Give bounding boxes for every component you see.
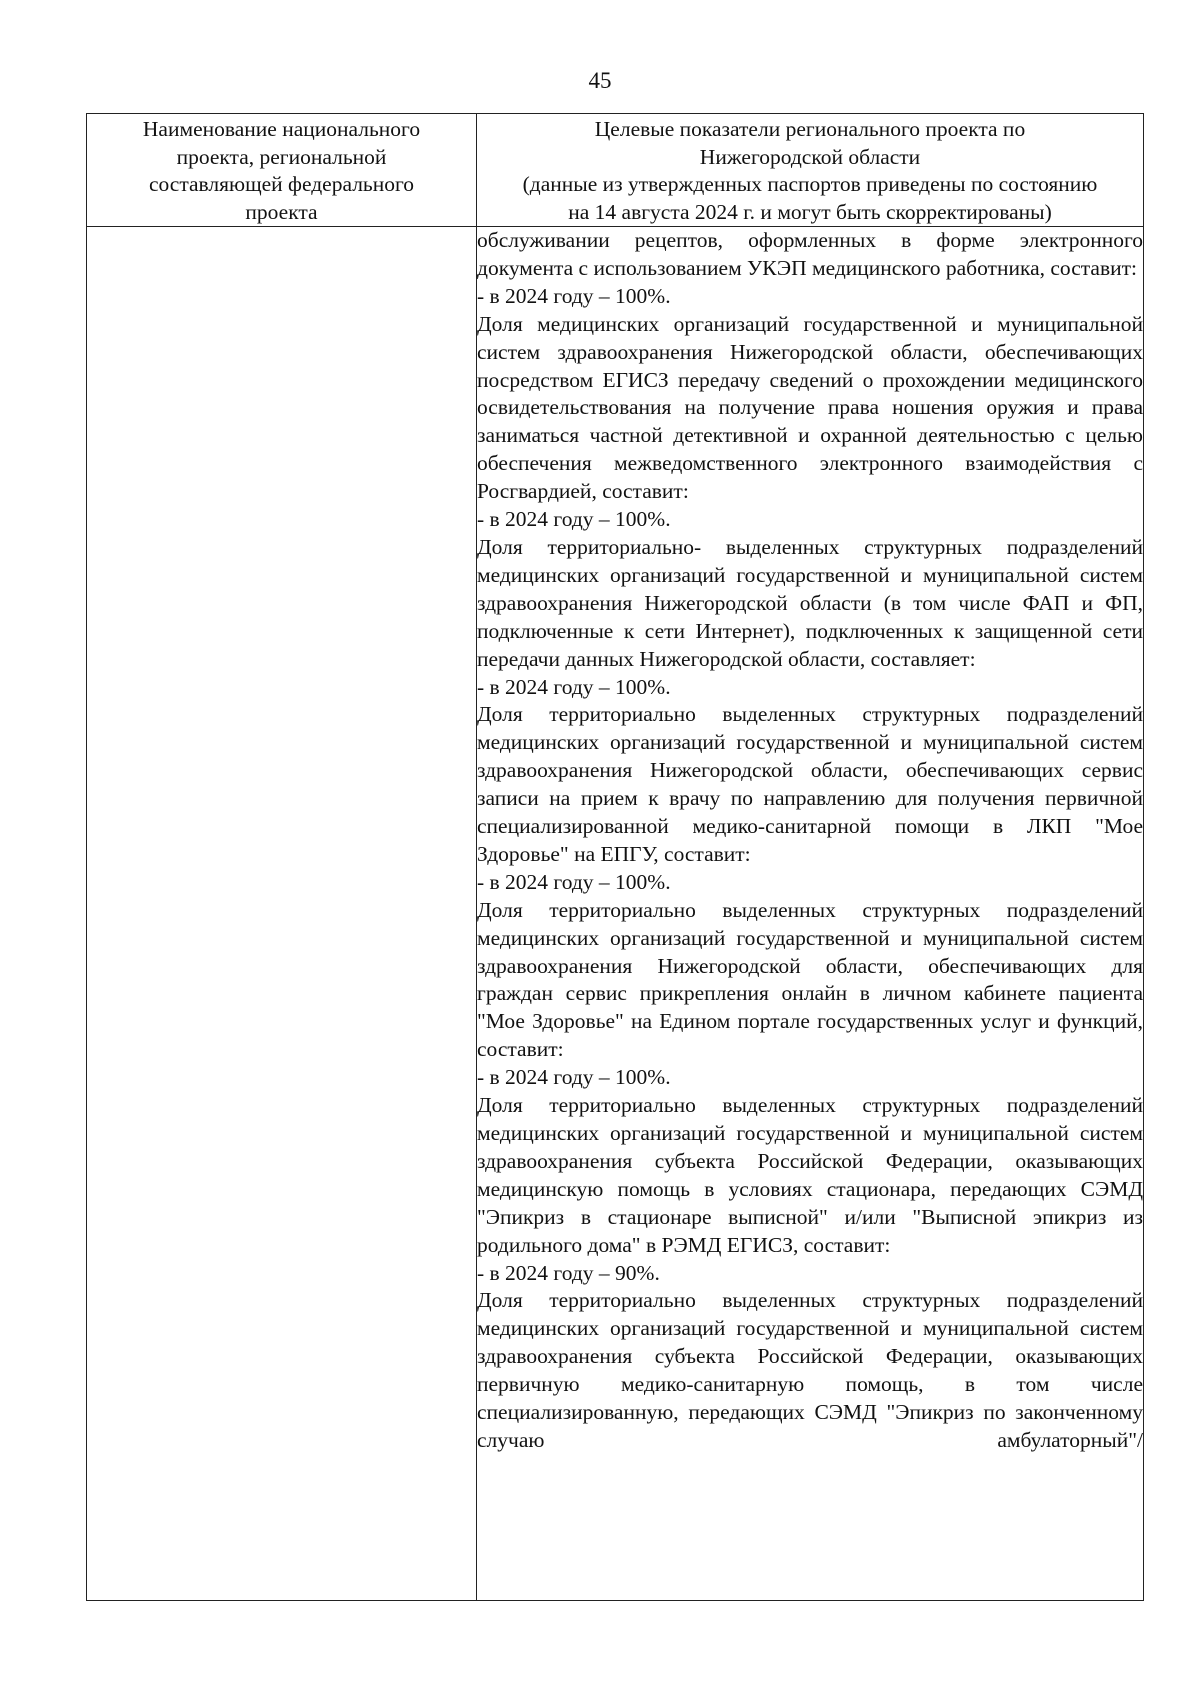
header-left-line: проекта, региональной [176, 144, 387, 169]
indicator-paragraph: обслуживании рецептов, оформленных в форме электронного документа с использованием УКЭП медицинского работника, составит: [477, 228, 1143, 280]
table-row [87, 227, 1144, 1601]
table-header-row [87, 114, 1144, 227]
header-right-line: (данные из утвержденных паспортов приведены по состоянию [522, 172, 1098, 196]
header-right-cell [477, 114, 1144, 227]
indicator-paragraph: Доля территориально выделенных структурных подразделений медицинских организаций государственной и муниципальной систем здравоохранения Нижегородской области, обеспечивающих сервис записи на прием к врачу по направлению для получения первичной специализированной медико-санитарной помощи в ЛКП "Мое Здоровье" на ЕПГУ, составит: [477, 702, 1143, 866]
indicator-value: - в 2024 году – 100%. [477, 507, 671, 532]
indicators-cell [477, 227, 1144, 1601]
indicator-paragraph: Доля медицинских организаций государственной и муниципальной систем здравоохранения Нижегородской области, обеспечивающих посредством ЕГИСЗ передачу сведений о прохождении медицинского освидетельствования на получение права ношения оружия и права заниматься частной детективной и охранной деятельностью с целью обеспечения межведомственного электронного взаимодействия с Росгвардией, составит: [477, 311, 1143, 504]
header-left-text [87, 114, 476, 226]
header-left-line: Наименование национального [142, 117, 421, 141]
indicator-paragraph: Доля территориально выделенных структурных подразделений медицинских организаций государственной и муниципальной систем здравоохранения субъекта Российской Федерации, оказывающих медицинскую помощь в условиях стационара, передающих СЭМД "Эпикриз в стационаре выписной" и/или "Выписной эпикриз из родильного дома" в РЭМД ЕГИСЗ, составит: [477, 1093, 1143, 1257]
header-right-line: Нижегородской области [699, 144, 921, 169]
indicator-value: - в 2024 году – 100%. [477, 283, 671, 308]
header-right-line: Целевые показатели регионального проекта по [594, 117, 1026, 141]
indicator-paragraph: Доля территориально- выделенных структурных подразделений медицинских организаций государственной и муниципальной систем здравоохранения Нижегородской области (в том числе ФАП и ФП, подключенные к сети Интернет), подключенных к защищенной сети передачи данных Нижегородской области, составляет: [477, 534, 1143, 671]
indicator-value: - в 2024 году – 100%. [477, 674, 671, 699]
indicator-value: - в 2024 году – 90%. [477, 1260, 660, 1285]
header-right-line: на 14 августа 2024 г. и могут быть скорректированы) [568, 199, 1052, 224]
header-right-text [477, 114, 1143, 226]
page-number: 45 [588, 68, 612, 93]
indicator-paragraph: Доля территориально выделенных структурных подразделений медицинских организаций государственной и муниципальной систем здравоохранения Нижегородской области, обеспечивающих для граждан сервис прикрепления онлайн в личном кабинете пациента "Мое Здоровье" на Едином портале государственных услуг и функций, составит: [477, 897, 1143, 1062]
indicators-table [86, 113, 1144, 1601]
indicator-value: - в 2024 году – 100%. [477, 869, 671, 894]
header-left-line: составляющей федерального [148, 172, 415, 196]
indicator-paragraph: Доля территориально выделенных структурных подразделений медицинских организаций государственной и муниципальной систем здравоохранения субъекта Российской Федерации, оказывающих первичную медико-санитарную помощь, в том числе специализированную, передающих СЭМД "Эпикриз по законченному случаю амбулаторный"/ [477, 1288, 1143, 1452]
header-left-cell [87, 114, 477, 227]
project-name-cell [87, 227, 477, 1601]
header-left-line: проекта [245, 199, 318, 224]
indicator-value: - в 2024 году – 100%. [477, 1065, 671, 1090]
